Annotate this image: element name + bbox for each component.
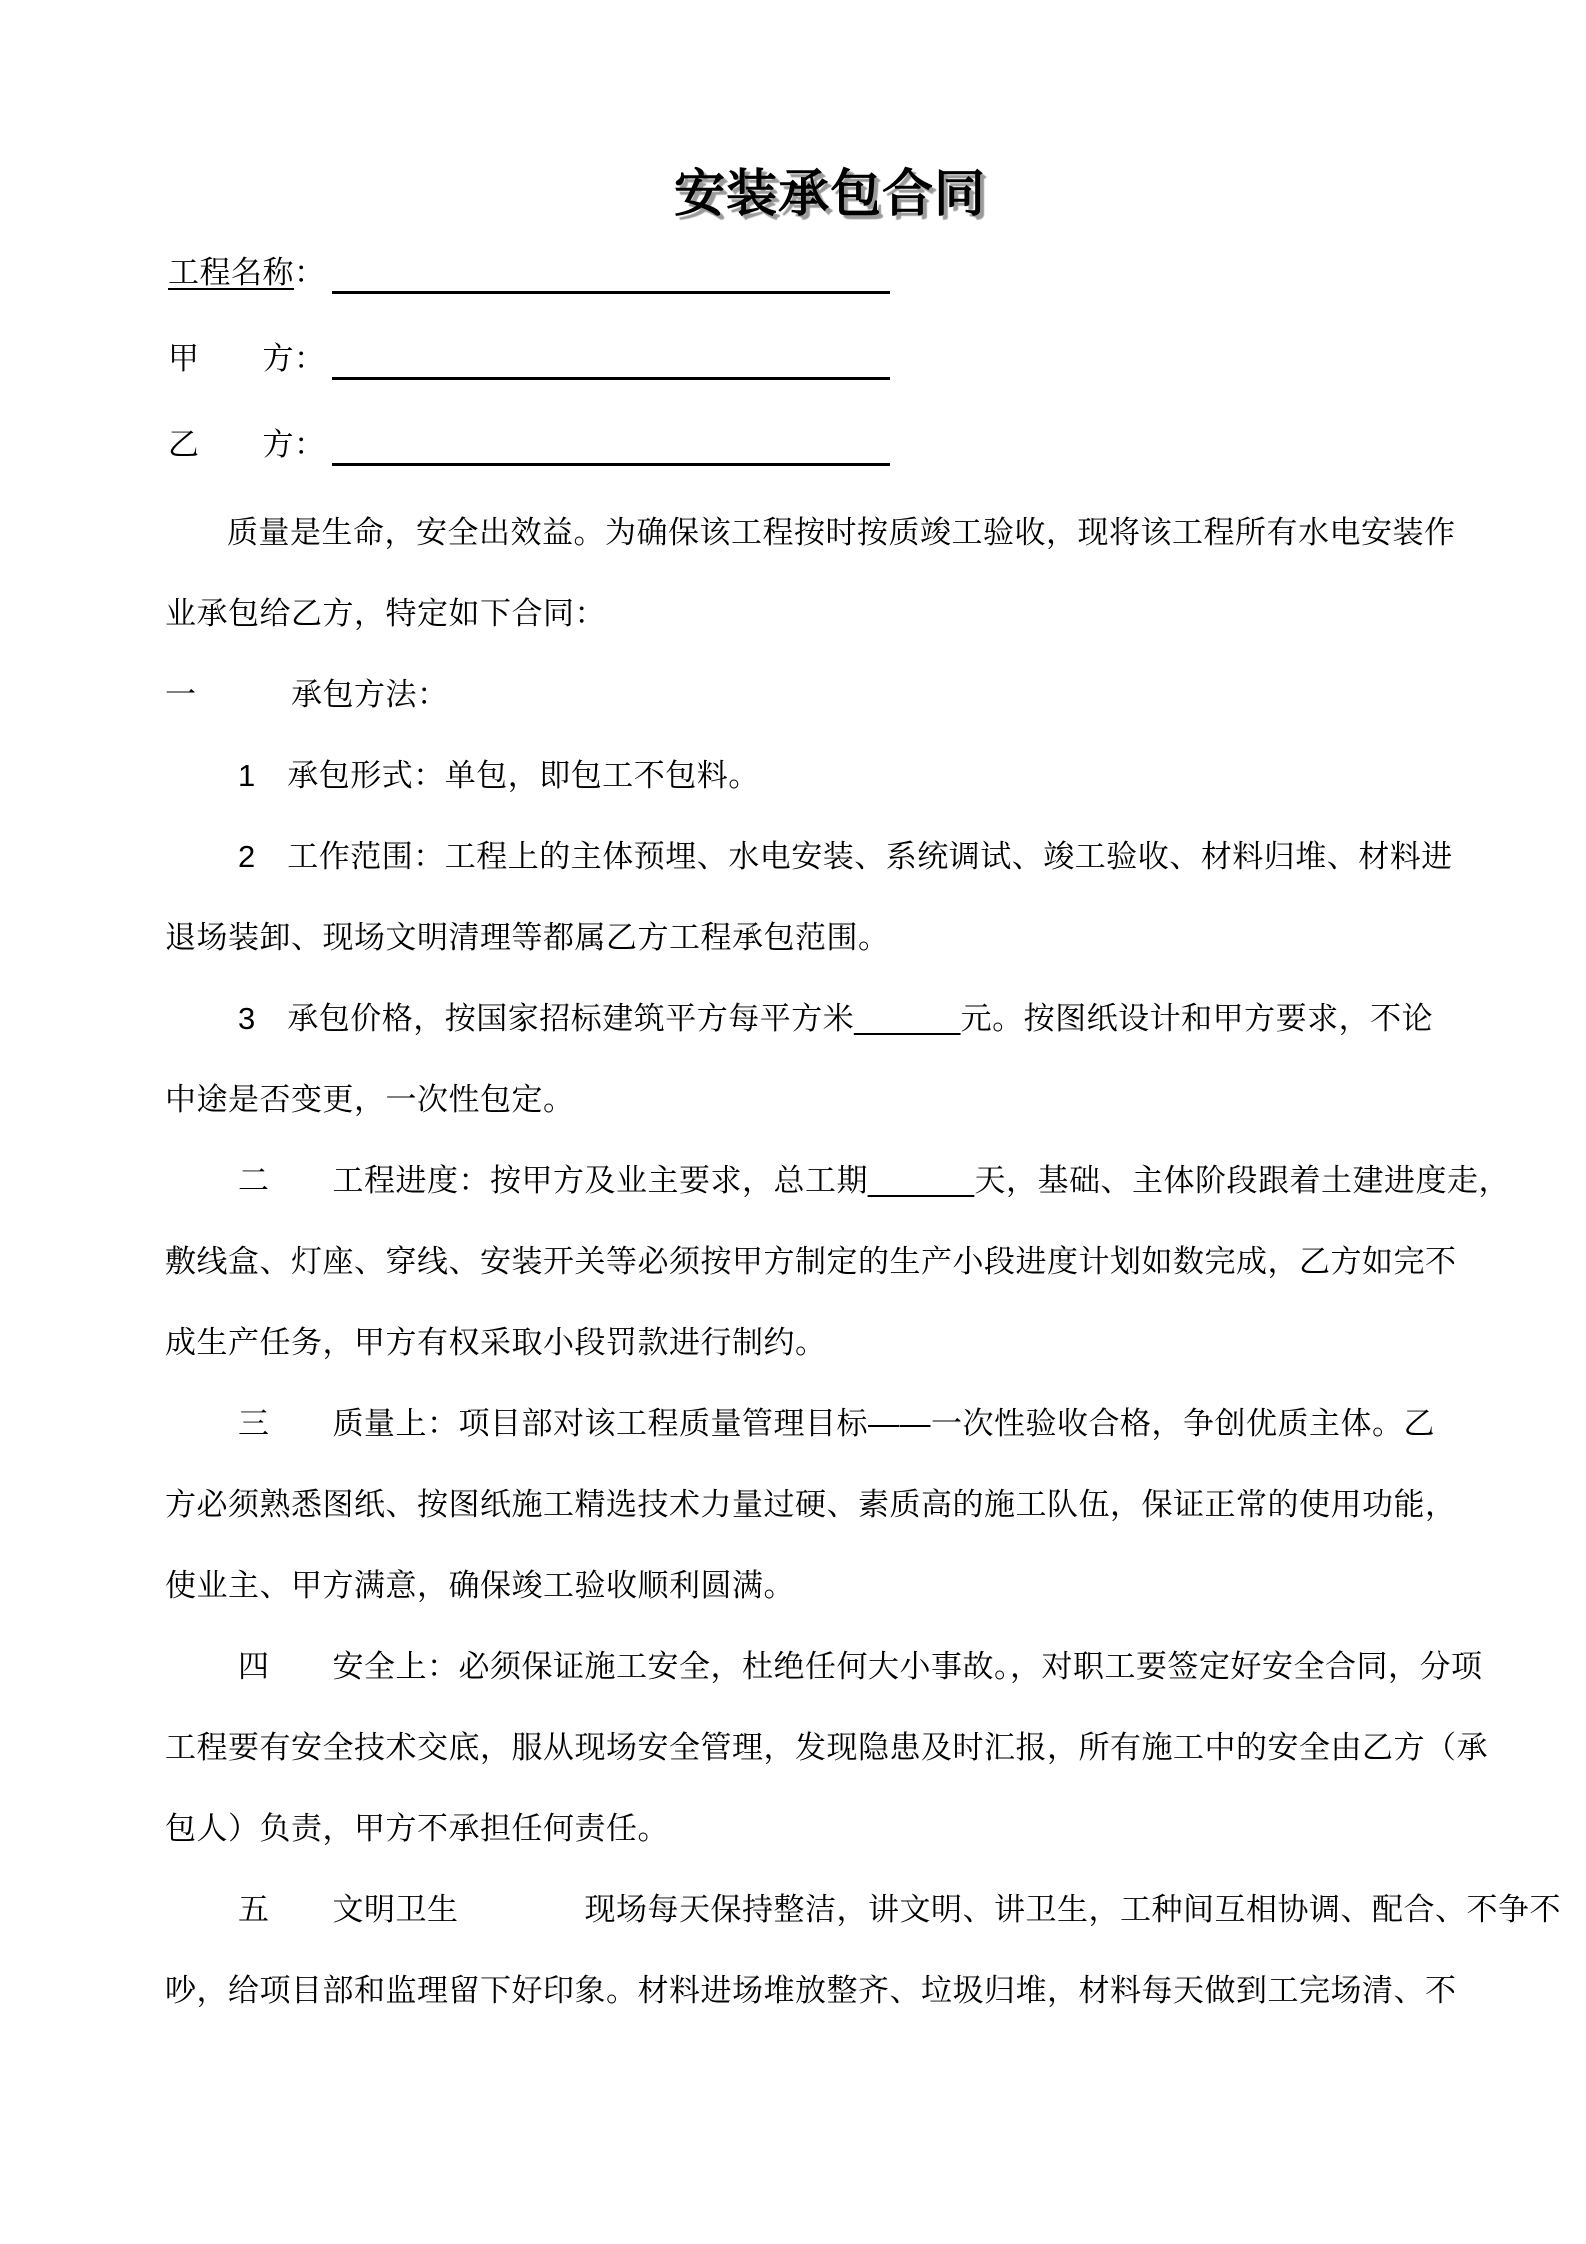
section-1-heading: 一 承包方法： bbox=[165, 677, 449, 712]
section-5-line-2: 吵，给项目部和监理留下好印象。材料进场堆放整齐、垃圾归堆，材料每天做到工完场清、不 bbox=[165, 1973, 1457, 2008]
party-b-row bbox=[168, 424, 890, 466]
section-4-line-1: 四 安全上：必须保证施工安全，杜绝任何大小事故。，对职工要签定好安全合同，分项 bbox=[238, 1649, 1483, 1684]
party-a-colon: ： bbox=[294, 341, 326, 376]
party-a-blank bbox=[332, 339, 890, 380]
clause-1-2-line-1: 2 工作范围：工程上的主体预埋、水电安装、系统调试、竣工验收、材料归堆、材料进 bbox=[238, 839, 1453, 874]
section-3-line-1: 三 质量上：项目部对该工程质量管理目标——一次性验收合格，争创优质主体。乙 bbox=[238, 1406, 1435, 1441]
clause-1-3-line-1: 3 承包价格，按国家招标建筑平方每平方米______元。按图纸设计和甲方要求，不论 bbox=[238, 1001, 1434, 1036]
section-3-line-3: 使业主、甲方满意，确保竣工验收顺利圆满。 bbox=[165, 1568, 795, 1603]
preamble-line-2: 业承包给乙方，特定如下合同： bbox=[165, 596, 606, 631]
clause-1-2-line-2: 退场装卸、现场文明清理等都属乙方工程承包范围。 bbox=[165, 920, 890, 955]
section-4-line-3: 包人）负责，甲方不承担任何责任。 bbox=[165, 1811, 669, 1846]
document-title: 安装承包合同 bbox=[673, 165, 986, 222]
project-name-row bbox=[168, 252, 890, 294]
section-3-line-2: 方必须熟悉图纸、按图纸施工精选技术力量过硬、素质高的施工队伍，保证正常的使用功能， bbox=[165, 1487, 1457, 1522]
contract-body bbox=[165, 492, 1561, 2031]
section-2-line-2: 敷线盒、灯座、穿线、安装开关等必须按甲方制定的生产小段进度计划如数完成，乙方如完不 bbox=[165, 1244, 1457, 1279]
section-2-line-3: 成生产任务，甲方有权采取小段罚款进行制约。 bbox=[165, 1325, 827, 1360]
party-b-colon: ： bbox=[294, 427, 326, 462]
clause-1-3-line-2: 中途是否变更，一次性包定。 bbox=[165, 1082, 575, 1117]
section-2-line-1: 二 工程进度：按甲方及业主要求，总工期______天，基础、主体阶段跟着土建进度走， bbox=[238, 1163, 1510, 1198]
party-a-label: 甲 方 bbox=[168, 341, 294, 376]
section-5-line-1: 五 文明卫生 现场每天保持整洁，讲文明、讲卫生，工种间互相协调、配合、不争不 bbox=[238, 1892, 1561, 1927]
clause-1-1: 1 承包形式：单包，即包工不包料。 bbox=[238, 758, 760, 793]
section-4-line-2: 工程要有安全技术交底，服从现场安全管理，发现隐患及时汇报，所有施工中的安全由乙方（承 bbox=[165, 1730, 1488, 1765]
party-a-row bbox=[168, 338, 890, 380]
project-name-label: 工程名称 bbox=[168, 255, 294, 290]
project-name-blank bbox=[332, 253, 890, 294]
project-name-colon: ： bbox=[294, 255, 326, 290]
party-b-label: 乙 方 bbox=[168, 427, 294, 462]
party-b-blank bbox=[332, 425, 890, 466]
preamble-line-1: 质量是生命，安全出效益。为确保该工程按时按质竣工验收，现将该工程所有水电安装作 bbox=[227, 515, 1456, 550]
